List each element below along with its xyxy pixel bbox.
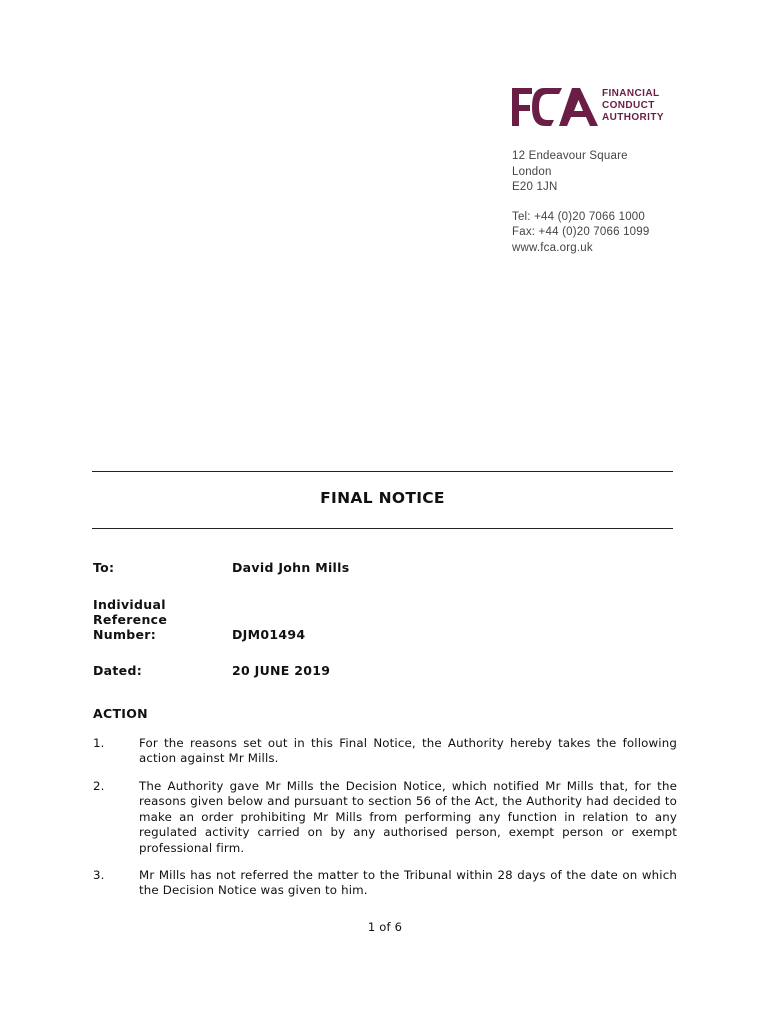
paragraph-text: Mr Mills has not referred the matter to the Tribunal within 28 days of the date on which the Decision Notice was given to him. — [139, 868, 677, 898]
fca-logo-mark — [510, 86, 602, 130]
to-label: To: — [93, 560, 115, 575]
section-heading: ACTION — [93, 706, 148, 721]
irn-label-line2: Reference — [93, 612, 168, 627]
irn-label-line3: Number: — [93, 627, 157, 642]
dated-value: 20 JUNE 2019 — [232, 663, 331, 678]
irn-label — [93, 597, 213, 642]
address-street: 12 Endeavour Square — [512, 150, 628, 162]
paragraph-text: For the reasons set out in this Final Notice, the Authority hereby takes the following action against Mr Mills. — [139, 736, 677, 766]
address-web: www.fca.org.uk — [512, 241, 593, 254]
address-fax: Fax: +44 (0)20 7066 1099 — [512, 226, 650, 238]
logo-wordmark — [602, 88, 682, 124]
fca-logo — [510, 86, 680, 130]
top-rule — [92, 471, 673, 472]
address-block — [512, 149, 712, 256]
document-title: FINAL NOTICE — [320, 489, 445, 507]
paragraph-number: 2. — [93, 779, 105, 793]
paragraph-number: 1. — [93, 736, 105, 750]
page-number: 1 of 6 — [367, 920, 403, 934]
paragraph-1 — [93, 736, 677, 767]
paragraph-2 — [93, 779, 677, 856]
paragraph-3 — [93, 868, 677, 899]
bottom-rule — [92, 528, 673, 529]
paragraph-text: The Authority gave Mr Mills the Decision Notice, which notified Mr Mills that, for the reasons given below and pursuant to section 56 of the Act, the Authority had decided to make an order prohibiting Mr Mills from performing any function in relation to any regulated activity carried on by any authorised person, exempt person or exempt professional firm. — [139, 779, 677, 855]
logo-line-financial: FINANCIAL — [602, 88, 660, 99]
to-value: David John Mills — [232, 560, 350, 575]
irn-value: DJM01494 — [232, 627, 306, 642]
logo-line-authority: AUTHORITY — [602, 112, 664, 123]
paragraph-number: 3. — [93, 868, 105, 882]
irn-label-line1: Individual — [93, 597, 166, 612]
logo-line-conduct: CONDUCT — [602, 100, 655, 111]
address-postcode: E20 1JN — [512, 181, 558, 193]
address-tel: Tel: +44 (0)20 7066 1000 — [512, 210, 645, 223]
address-city: London — [512, 165, 552, 178]
dated-label: Dated: — [93, 663, 143, 678]
